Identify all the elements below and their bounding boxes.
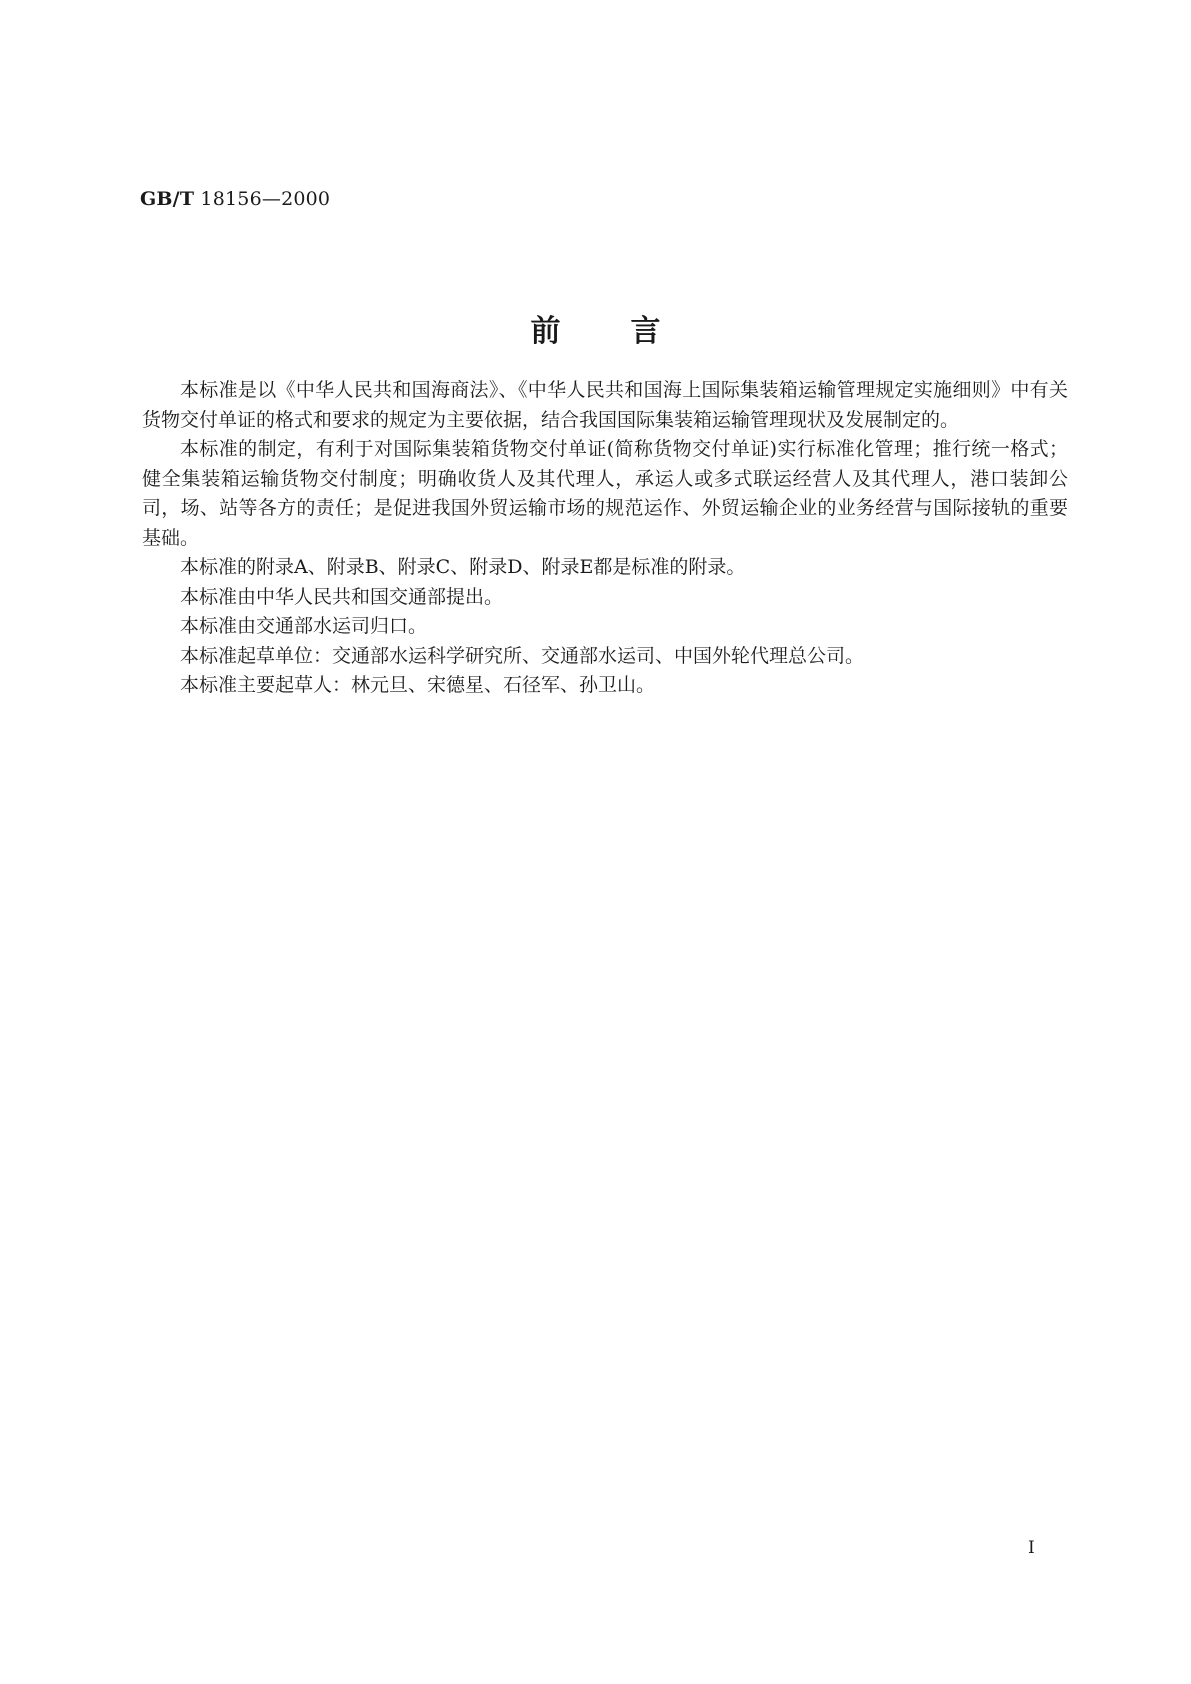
standard-number: 18156—2000 xyxy=(200,188,331,210)
standard-prefix: GB/T xyxy=(140,188,195,210)
paragraph-drafters: 本标准主要起草人：林元旦、宋德星、石径军、孙卫山。 xyxy=(180,674,656,696)
standard-code xyxy=(140,188,330,210)
paragraph-basis: 本标准是以《中华人民共和国海商法》、《中华人民共和国海上国际集装箱运输管理规定实施细则》中有关货物交付单证的格式和要求的规定为主要依据，结合我国国际集装箱运输管理现状及发展制定的。 xyxy=(142,379,1068,431)
paragraph-administered-by: 本标准由交通部水运司归口。 xyxy=(180,615,428,637)
paragraph-drafting-units: 本标准起草单位：交通部水运科学研究所、交通部水运司、中国外轮代理总公司。 xyxy=(180,644,865,667)
title-char-2: 言 xyxy=(630,314,661,349)
paragraph-appendices: 本标准的附录A、附录B、附录C、附录D、附录E都是标准的附录。 xyxy=(180,556,746,578)
title-char-1: 前 xyxy=(530,314,561,349)
page-number: I xyxy=(1028,1538,1035,1558)
paragraph-purpose: 本标准的制定，有利于对国际集装箱货物交付单证(简称货物交付单证)实行标准化管理；推行统一格式；健全集装箱运输货物交付制度；明确收货人及其代理人，承运人或多式联运经营人及其代理人，港口装卸公司，场、站等各方的责任；是促进我国外贸运输市场的规范运作、外贸运输企业的业务经营与国际接轨的重要基础。 xyxy=(142,438,1068,549)
foreword-body xyxy=(142,376,1068,701)
paragraph-proposed-by: 本标准由中华人民共和国交通部提出。 xyxy=(180,585,504,608)
page-title xyxy=(0,306,1191,350)
